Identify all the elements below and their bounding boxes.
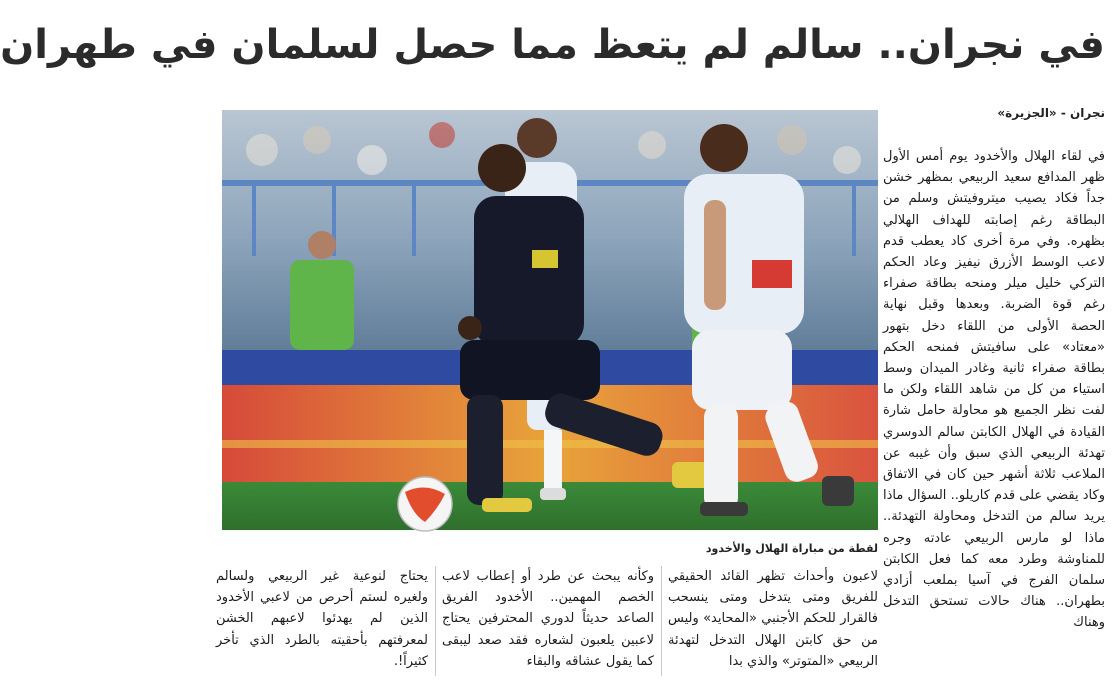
match-photo-illustration (222, 110, 878, 530)
article-paragraph: وكأنه يبحث عن طرد أو إعطاب لاعب الخصم المهمين.. الأخدود الفريق الصاعد حديثاً لدوري المحترفين يحتاج لاعبين يلعبون لشعاره فقد صعد ليبقى كما يقول عشاقه والبقاء (442, 569, 654, 669)
article-paragraph: يحتاج لنوعية غير الربيعي ولسالم ولغيره لستم أحرص من لاعبي الأخدود الذين لم يهدئوا لاعبهم الخشن لمعرفتهم بأحقيته بالطرد الذي تأخر كثيراً!. (216, 569, 428, 669)
football-icon (398, 477, 452, 531)
article-column-1 (883, 146, 1105, 676)
photo-caption: لقطة من مباراة الهلال والأخدود (705, 542, 878, 555)
page-headline: في نجران.. سالم لم يتعظ مما حصل لسلمان في طهران (0, 22, 1105, 68)
article-column-4 (216, 566, 428, 678)
article-paragraph: لاعبون وأحداث تظهر القائد الحقيقي للفريق ومتى يتدخل ومتى ينسحب فالقرار للحكم الأجنبي «المحايد» وليس من حق كابتن الهلال التدخل لتهدئة الربيعي «المتوتر» والذي بدا (668, 569, 878, 669)
match-photo (222, 110, 878, 530)
column-divider (435, 566, 436, 676)
article-column-2 (668, 566, 878, 678)
article-column-3 (442, 566, 654, 678)
column-divider (661, 566, 662, 676)
byline: نجران - «الجزيرة» (997, 106, 1105, 120)
article-paragraph: في لقاء الهلال والأخدود يوم أمس الأول ظهر المدافع سعيد الربيعي بمظهر خشن جداً فكاد يصيب ميتروفيتش وسلم من البطاقة رغم إصابته للهداف الهلالي بظهره. وفي مرة أخرى كاد يعطب قدم لاعب الوسط الأزرق نيفيز وعاد الحكم التركي خليل ميلر ومنحه بطاقة صفراء رغم قوة الضربة. وبعدها وقبل نهاية الحصة الأولى من اللقاء دخل بتهور «معتاد» على سافيتش فمنحه الحكم بطاقة صفراء ثانية وغادر الميدان وسط استياء من كل من شاهد اللقاء ولكن ما لفت نظر الجميع هو محاولة حامل شارة القيادة في الهلال الكابتن سالم الدوسري تهدئة الربيعي الذي سبق وأن غيبه عن الملاعب ثلاثة أشهر حين كان في الاتفاق وكاد يقضي على قدم كاريلو.. السؤال ماذا يريد سالم من التدخل ومحاولة التهدئة.. ماذا لو مارس الربيعي عادته وجره للمناوشة وطرد معه كما فعل الكابتن سلمان الفرج في آسيا بملعب أزادي بطهران.. هناك حالات تستحق التدخل وهناك (883, 149, 1105, 631)
